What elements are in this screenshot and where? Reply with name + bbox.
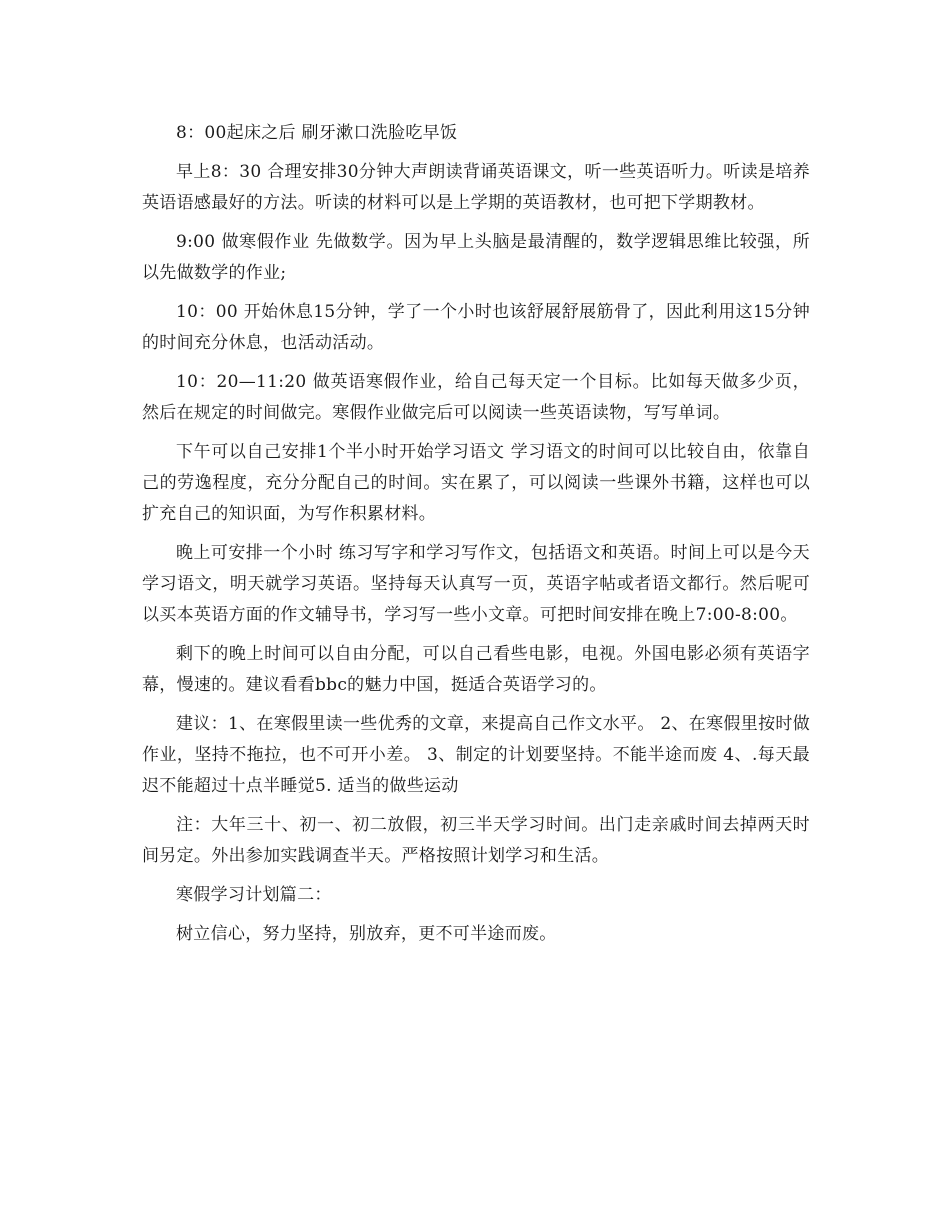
paragraph-math-homework: 9:00 做寒假作业 先做数学。因为早上头脑是最清醒的，数学逻辑思维比较强，所以先做数学的作业; — [142, 232, 810, 283]
paragraph-suggestions: 建议：1、在寒假里读一些优秀的文章，来提高自己作文水平。 2、在寒假里按时做作业，坚持不拖拉，也不可开小差。 3、制定的计划要坚持。不能半途而废 4、.每天最迟不能超过十点半睡觉5. 适当的做些运动 — [142, 714, 810, 796]
document-body — [142, 118, 810, 958]
section-heading-plan-two: 寒假学习计划篇二： — [176, 885, 332, 905]
paragraph-notes: 注：大年三十、初一、初二放假，初三半天学习时间。出门走亲戚时间去掉两天时间另定。外出参加实践调查半天。严格按照计划学习和生活。 — [142, 815, 810, 866]
paragraph-confidence: 树立信心，努力坚持，别放弃，更不可半途而废。 — [176, 924, 557, 944]
paragraph-english-homework: 10：20—11:20 做英语寒假作业，给自己每天定一个目标。比如每天做多少页，然后在规定的时间做完。寒假作业做完后可以阅读一些英语读物，写写单词。 — [142, 372, 810, 423]
paragraph-morning-english: 早上8：30 合理安排30分钟大声朗读背诵英语课文，听一些英语听力。听读是培养英语语感最好的方法。听读的材料可以是上学期的英语教材，也可把下学期教材。 — [142, 162, 810, 213]
paragraph-wake-up: 8：00起床之后 刷牙漱口洗脸吃早饭 — [176, 123, 458, 143]
paragraph-evening-writing: 晚上可安排一个小时 练习写字和学习写作文，包括语文和英语。时间上可以是今天学习语文，明天就学习英语。坚持每天认真写一页，英语字帖或者语文都行。然后呢可以买本英语方面的作文辅导书，学习写一些小文章。可把时间安排在晚上7:00-8:00。 — [142, 543, 810, 625]
paragraph-afternoon-chinese: 下午可以自己安排1个半小时开始学习语文 学习语文的时间可以比较自由，依靠自己的劳逸程度，充分分配自己的时间。实在累了，可以阅读一些课外书籍，这样也可以扩充自己的知识面，为写作积累材料。 — [142, 442, 810, 524]
paragraph-free-time: 剩下的晚上时间可以自由分配，可以自己看些电影，电视。外国电影必须有英语字幕，慢速的。建议看看bbc的魅力中国，挺适合英语学习的。 — [142, 644, 810, 695]
paragraph-rest-break: 10：00 开始休息15分钟，学了一个小时也该舒展舒展筋骨了，因此利用这15分钟的时间充分休息，也活动活动。 — [142, 302, 810, 353]
